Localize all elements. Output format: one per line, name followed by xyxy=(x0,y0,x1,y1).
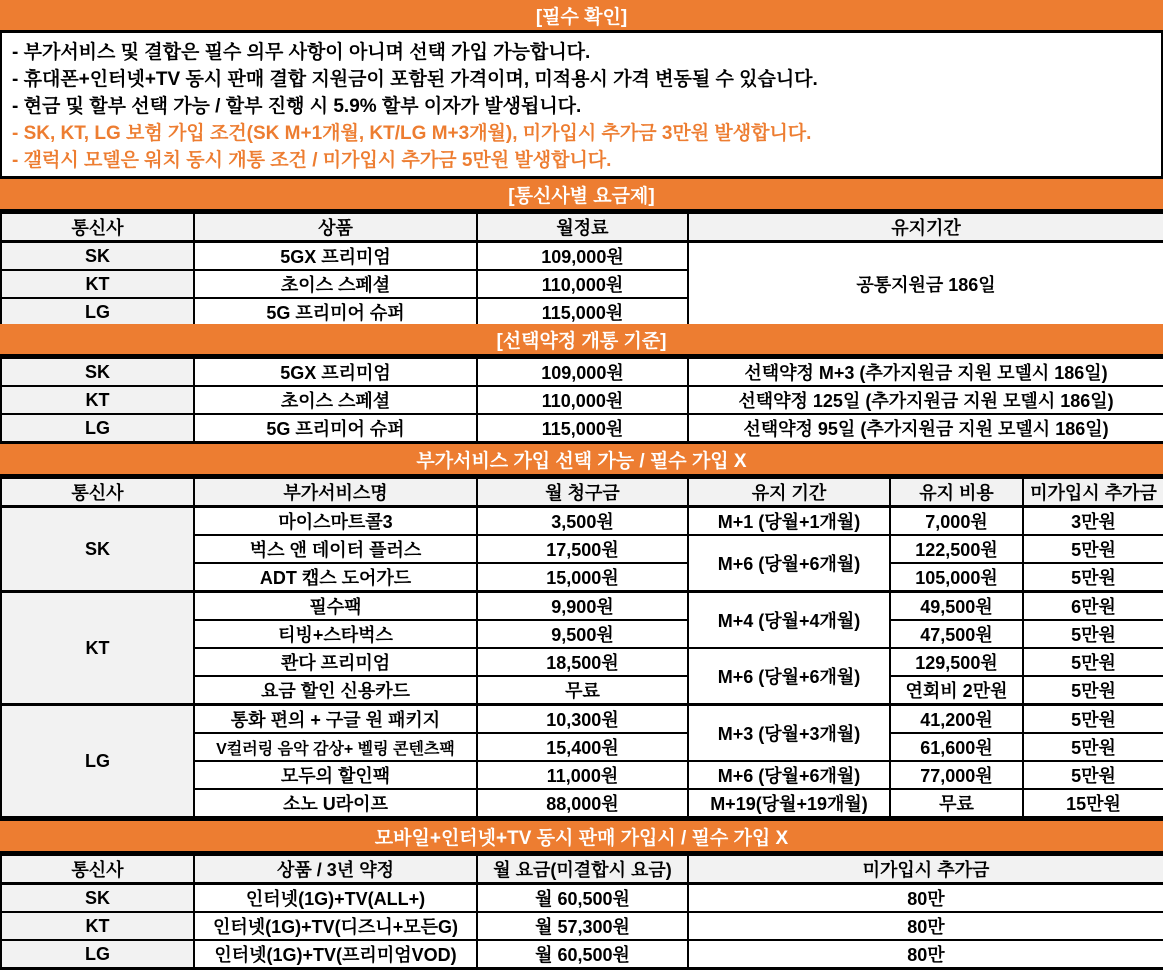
product-cell: 5G 프리미어 슈퍼 xyxy=(194,414,477,442)
header-penalty: 미가입시 추가금 xyxy=(1023,478,1163,507)
addon-services-table xyxy=(0,477,1163,821)
penalty-cell: 5만원 xyxy=(1023,620,1163,648)
contract-standard-table xyxy=(0,357,1163,444)
header-monthly-fee: 월 요금(미결합시 요금) xyxy=(477,855,688,884)
fee-cell: 115,000원 xyxy=(477,414,688,442)
penalty-cell: 6만원 xyxy=(1023,592,1163,621)
table-header-row xyxy=(1,213,1163,242)
addon-name-cell: ADT 캡스 도어가드 xyxy=(194,563,477,592)
fee-cell: 월 60,500원 xyxy=(477,940,688,968)
period-cell: M+1 (당월+1개월) xyxy=(688,507,890,536)
addon-name-cell: 통화 편의 + 구글 원 패키지 xyxy=(194,705,477,734)
retention-merged-cell: 공통지원금 186일 xyxy=(688,242,1163,327)
header-bundle-product: 상품 / 3년 약정 xyxy=(194,855,477,884)
monthly-cell: 9,900원 xyxy=(477,592,688,621)
header-penalty: 미가입시 추가금 xyxy=(688,855,1163,884)
penalty-cell: 5만원 xyxy=(1023,535,1163,563)
cost-cell: 49,500원 xyxy=(890,592,1023,621)
addon-name-cell: V컬러링 음악 감상+ 벨링 콘텐츠팩 xyxy=(194,733,477,761)
penalty-cell: 80만 xyxy=(688,940,1163,968)
monthly-cell: 15,000원 xyxy=(477,563,688,592)
carrier-cell: LG xyxy=(1,414,194,442)
cost-cell: 77,000원 xyxy=(890,761,1023,789)
product-cell: 5GX 프리미엄 xyxy=(194,242,477,271)
header-addon-name: 부가서비스명 xyxy=(194,478,477,507)
table-row xyxy=(1,507,1163,536)
monthly-cell: 10,300원 xyxy=(477,705,688,734)
notice-item-highlight: - 갤럭시 모델은 워치 동시 개통 조건 / 미가입시 추가금 5만원 발생합니다. xyxy=(12,150,612,171)
carrier-group-cell: SK xyxy=(1,507,194,592)
header-product: 상품 xyxy=(194,213,477,242)
table-row xyxy=(1,358,1163,386)
table-row xyxy=(1,884,1163,913)
header-keep-cost: 유지 비용 xyxy=(890,478,1023,507)
addon-name-cell: 콴다 프리미엄 xyxy=(194,648,477,676)
section-title-addon-services: 부가서비스 가입 선택 가능 / 필수 가입 X xyxy=(0,444,1163,477)
carrier-cell: SK xyxy=(1,358,194,386)
fee-cell: 109,000원 xyxy=(477,242,688,271)
addon-name-cell: 마이스마트콜3 xyxy=(194,507,477,536)
header-carrier: 통신사 xyxy=(1,478,194,507)
addon-name-cell: 필수팩 xyxy=(194,592,477,621)
table-row xyxy=(1,592,1163,621)
penalty-cell: 5만원 xyxy=(1023,733,1163,761)
cost-cell: 연회비 2만원 xyxy=(890,676,1023,705)
monthly-cell: 18,500원 xyxy=(477,648,688,676)
header-carrier: 통신사 xyxy=(1,855,194,884)
section-title-required-check: [필수 확인] xyxy=(0,0,1163,33)
table-header-row xyxy=(1,478,1163,507)
addon-name-cell: 티빙+스타벅스 xyxy=(194,620,477,648)
period-merged-cell: M+6 (당월+6개월) xyxy=(688,648,890,705)
fee-cell: 월 60,500원 xyxy=(477,884,688,913)
penalty-cell: 15만원 xyxy=(1023,789,1163,817)
section-title-carrier-plans: [통신사별 요금제] xyxy=(0,179,1163,212)
table-row xyxy=(1,414,1163,442)
cost-cell: 122,500원 xyxy=(890,535,1023,563)
fee-cell: 109,000원 xyxy=(477,358,688,386)
section-title-contract-standard: [선택약정 개통 기준] xyxy=(0,324,1163,357)
cost-cell: 105,000원 xyxy=(890,563,1023,592)
monthly-cell: 88,000원 xyxy=(477,789,688,817)
notice-item-highlight: - SK, KT, LG 보험 가입 조건(SK M+1개월, KT/LG M+3개월), 미가입시 추가금 3만원 발생합니다. xyxy=(12,123,812,144)
product-cell: 인터넷(1G)+TV(프리미엄VOD) xyxy=(194,940,477,968)
fee-cell: 110,000원 xyxy=(477,270,688,298)
header-retention: 유지기간 xyxy=(688,213,1163,242)
product-cell: 인터넷(1G)+TV(ALL+) xyxy=(194,884,477,913)
cost-cell: 무료 xyxy=(890,789,1023,817)
penalty-cell: 5만원 xyxy=(1023,563,1163,592)
section-title-bundle: 모바일+인터넷+TV 동시 판매 가입시 / 필수 가입 X xyxy=(0,821,1163,854)
product-cell: 초이스 스페셜 xyxy=(194,386,477,414)
condition-cell: 선택약정 M+3 (추가지원금 지원 모델시 186일) xyxy=(688,358,1163,386)
period-cell: M+6 (당월+6개월) xyxy=(688,761,890,789)
table-row xyxy=(1,940,1163,968)
carrier-cell: SK xyxy=(1,884,194,913)
period-merged-cell: M+3 (당월+3개월) xyxy=(688,705,890,762)
table-row xyxy=(1,705,1163,734)
fee-cell: 115,000원 xyxy=(477,298,688,326)
monthly-cell: 15,400원 xyxy=(477,733,688,761)
product-cell: 초이스 스페셜 xyxy=(194,270,477,298)
notice-item: - 현금 및 할부 선택 가능 / 할부 진행 시 5.9% 할부 이자가 발생됩니다. xyxy=(12,96,582,117)
addon-name-cell: 요금 할인 신용카드 xyxy=(194,676,477,705)
product-cell: 인터넷(1G)+TV(디즈니+모든G) xyxy=(194,912,477,940)
penalty-cell: 80만 xyxy=(688,884,1163,913)
monthly-cell: 무료 xyxy=(477,676,688,705)
table-row xyxy=(1,242,1163,271)
header-monthly-charge: 월 청구금 xyxy=(477,478,688,507)
cost-cell: 129,500원 xyxy=(890,648,1023,676)
notice-item: - 휴대폰+인터넷+TV 동시 판매 결합 지원금이 포함된 가격이며, 미적용시 가격 변동될 수 있습니다. xyxy=(12,69,818,90)
table-row xyxy=(1,912,1163,940)
fee-cell: 월 57,300원 xyxy=(477,912,688,940)
fee-cell: 110,000원 xyxy=(477,386,688,414)
bundle-table xyxy=(0,854,1163,970)
penalty-cell: 5만원 xyxy=(1023,761,1163,789)
cost-cell: 47,500원 xyxy=(890,620,1023,648)
carrier-cell: SK xyxy=(1,242,194,271)
period-merged-cell: M+4 (당월+4개월) xyxy=(688,592,890,649)
penalty-cell: 3만원 xyxy=(1023,507,1163,536)
carrier-cell: KT xyxy=(1,912,194,940)
monthly-cell: 11,000원 xyxy=(477,761,688,789)
penalty-cell: 80만 xyxy=(688,912,1163,940)
addon-name-cell: 소노 U라이프 xyxy=(194,789,477,817)
period-cell: M+19(당월+19개월) xyxy=(688,789,890,817)
addon-name-cell: 모두의 할인팩 xyxy=(194,761,477,789)
penalty-cell: 5만원 xyxy=(1023,648,1163,676)
product-cell: 5GX 프리미엄 xyxy=(194,358,477,386)
condition-cell: 선택약정 95일 (추가지원금 지원 모델시 186일) xyxy=(688,414,1163,442)
table-header-row xyxy=(1,855,1163,884)
condition-cell: 선택약정 125일 (추가지원금 지원 모델시 186일) xyxy=(688,386,1163,414)
penalty-cell: 5만원 xyxy=(1023,676,1163,705)
header-carrier: 통신사 xyxy=(1,213,194,242)
carrier-plans-table xyxy=(0,212,1163,324)
carrier-group-cell: LG xyxy=(1,705,194,818)
period-merged-cell: M+6 (당월+6개월) xyxy=(688,535,890,592)
notice-item: - 부가서비스 및 결합은 필수 의무 사항이 아니며 선택 가입 가능합니다. xyxy=(12,42,591,63)
cost-cell: 41,200원 xyxy=(890,705,1023,734)
carrier-cell: KT xyxy=(1,270,194,298)
product-cell: 5G 프리미어 슈퍼 xyxy=(194,298,477,326)
monthly-cell: 17,500원 xyxy=(477,535,688,563)
penalty-cell: 5만원 xyxy=(1023,705,1163,734)
monthly-cell: 9,500원 xyxy=(477,620,688,648)
carrier-cell: KT xyxy=(1,386,194,414)
addon-name-cell: 벅스 앤 데이터 플러스 xyxy=(194,535,477,563)
carrier-cell: LG xyxy=(1,298,194,326)
header-keep-period: 유지 기간 xyxy=(688,478,890,507)
cost-cell: 7,000원 xyxy=(890,507,1023,536)
carrier-cell: LG xyxy=(1,940,194,968)
notice-list xyxy=(0,33,1163,179)
carrier-group-cell: KT xyxy=(1,592,194,705)
table-row xyxy=(1,386,1163,414)
header-monthly-fee: 월정료 xyxy=(477,213,688,242)
cost-cell: 61,600원 xyxy=(890,733,1023,761)
monthly-cell: 3,500원 xyxy=(477,507,688,536)
